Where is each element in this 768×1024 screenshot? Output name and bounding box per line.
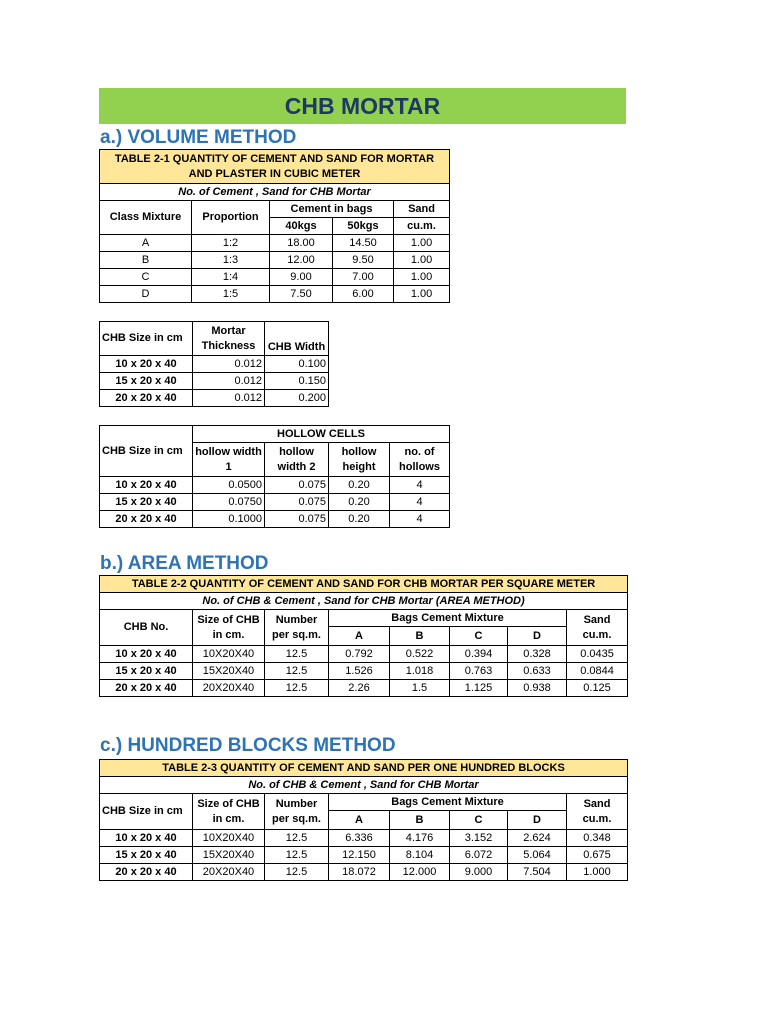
cell: 0.1000 bbox=[193, 511, 265, 528]
cell: 18.072 bbox=[329, 864, 390, 881]
header-hollow-height: hollow height bbox=[329, 443, 390, 477]
cell: 15X20X40 bbox=[193, 847, 265, 864]
cell: 10 x 20 x 40 bbox=[100, 830, 193, 847]
section-heading-volume: a.) VOLUME METHOD bbox=[100, 127, 297, 148]
table-mortar-thickness bbox=[99, 321, 329, 407]
cell: 1.125 bbox=[450, 680, 508, 697]
cell: 4 bbox=[390, 511, 450, 528]
section-heading-area: b.) AREA METHOD bbox=[100, 553, 269, 574]
table-row bbox=[100, 356, 329, 373]
cell: 3.152 bbox=[450, 830, 508, 847]
cell: 20X20X40 bbox=[193, 680, 265, 697]
cell: 1.018 bbox=[390, 663, 450, 680]
cell: 0.20 bbox=[329, 511, 390, 528]
header-sand-cum: Sand cu.m. bbox=[567, 610, 628, 646]
cell: 15 x 20 x 40 bbox=[100, 847, 193, 864]
header-size-of-chb: Size of CHB in cm. bbox=[193, 610, 265, 646]
table-row bbox=[100, 494, 450, 511]
header-class-mixture: Class Mixture bbox=[100, 201, 192, 235]
cell: 8.104 bbox=[390, 847, 450, 864]
header-hollow-width-1: hollow width 1 bbox=[193, 443, 265, 477]
table-2-1 bbox=[99, 149, 450, 303]
cell: 20 x 20 x 40 bbox=[100, 864, 193, 881]
header-cement-in-bags: Cement in bags bbox=[270, 201, 394, 218]
cell: 6.336 bbox=[329, 830, 390, 847]
table-row bbox=[100, 847, 628, 864]
cell: 15 x 20 x 40 bbox=[100, 663, 193, 680]
cell: 6.072 bbox=[450, 847, 508, 864]
header-c: C bbox=[450, 627, 508, 646]
cell: 10X20X40 bbox=[193, 830, 265, 847]
header-hollow-cells: HOLLOW CELLS bbox=[193, 426, 450, 443]
cell: 0.522 bbox=[390, 646, 450, 663]
header-number-per-sqm: Number per sq.m. bbox=[265, 794, 329, 830]
cell: C bbox=[100, 269, 192, 286]
header-chb-size: CHB Size in cm bbox=[100, 426, 193, 477]
cell: 1:2 bbox=[192, 235, 270, 252]
cell: 12.000 bbox=[390, 864, 450, 881]
header-hollow-width-2: hollow width 2 bbox=[265, 443, 329, 477]
cell: 20X20X40 bbox=[193, 864, 265, 881]
cell: 12.5 bbox=[265, 646, 329, 663]
cell: 4.176 bbox=[390, 830, 450, 847]
header-chb-width: CHB Width bbox=[265, 322, 329, 356]
header-d: D bbox=[508, 811, 567, 830]
cell: 12.5 bbox=[265, 847, 329, 864]
header-size-of-chb: Size of CHB in cm. bbox=[193, 794, 265, 830]
table-row bbox=[100, 235, 450, 252]
header-40kgs: 40kgs bbox=[270, 218, 333, 235]
table-row bbox=[100, 646, 628, 663]
cell: 12.150 bbox=[329, 847, 390, 864]
cell: 18.00 bbox=[270, 235, 333, 252]
cell: 0.075 bbox=[265, 511, 329, 528]
cell: 0.075 bbox=[265, 477, 329, 494]
table-row bbox=[100, 511, 450, 528]
table-row bbox=[100, 830, 628, 847]
cell: A bbox=[100, 235, 192, 252]
cell: 14.50 bbox=[333, 235, 394, 252]
cell: 6.00 bbox=[333, 286, 394, 303]
header-c: C bbox=[450, 811, 508, 830]
header-mortar-thickness: Mortar Thickness bbox=[193, 322, 265, 356]
cell: 0.348 bbox=[567, 830, 628, 847]
cell: 1.526 bbox=[329, 663, 390, 680]
cell: 2.26 bbox=[329, 680, 390, 697]
table-title: TABLE 2-2 QUANTITY OF CEMENT AND SAND FOR CHB MORTAR PER SQUARE METER bbox=[100, 576, 628, 593]
cell: 15 x 20 x 40 bbox=[100, 373, 193, 390]
table-row bbox=[100, 864, 628, 881]
cell: 0.0500 bbox=[193, 477, 265, 494]
cell: 1.00 bbox=[394, 269, 450, 286]
cell: 0.100 bbox=[265, 356, 329, 373]
header-sand: Sand bbox=[394, 201, 450, 218]
table-row bbox=[100, 390, 329, 407]
cell: 1.5 bbox=[390, 680, 450, 697]
table-title: TABLE 2-1 QUANTITY OF CEMENT AND SAND FOR MORTAR AND PLASTER IN CUBIC METER bbox=[100, 150, 450, 184]
cell: 0.792 bbox=[329, 646, 390, 663]
cell: B bbox=[100, 252, 192, 269]
cell: 0.200 bbox=[265, 390, 329, 407]
cell: 0.20 bbox=[329, 494, 390, 511]
cell: 0.763 bbox=[450, 663, 508, 680]
table-subtitle: No. of CHB & Cement , Sand for CHB Mortar bbox=[100, 777, 628, 794]
cell: 7.50 bbox=[270, 286, 333, 303]
header-no-of-hollows: no. of hollows bbox=[390, 443, 450, 477]
section-heading-hundred-blocks: c.) HUNDRED BLOCKS METHOD bbox=[100, 735, 396, 756]
cell: 0.012 bbox=[193, 373, 265, 390]
cell: 9.00 bbox=[270, 269, 333, 286]
cell: 20 x 20 x 40 bbox=[100, 680, 193, 697]
table-2-3 bbox=[99, 759, 628, 881]
cell: 0.012 bbox=[193, 390, 265, 407]
cell: 0.633 bbox=[508, 663, 567, 680]
header-b: B bbox=[390, 627, 450, 646]
cell: 2.624 bbox=[508, 830, 567, 847]
cell: 12.5 bbox=[265, 864, 329, 881]
cell: 12.5 bbox=[265, 680, 329, 697]
header-sand-cum: Sand cu.m. bbox=[567, 794, 628, 830]
table-row bbox=[100, 286, 450, 303]
cell: 1.00 bbox=[394, 252, 450, 269]
cell: 0.20 bbox=[329, 477, 390, 494]
table-row bbox=[100, 269, 450, 286]
table-title: TABLE 2-3 QUANTITY OF CEMENT AND SAND PER ONE HUNDRED BLOCKS bbox=[100, 760, 628, 777]
cell: 0.938 bbox=[508, 680, 567, 697]
cell: 1:3 bbox=[192, 252, 270, 269]
header-a: A bbox=[329, 811, 390, 830]
cell: 12.5 bbox=[265, 663, 329, 680]
cell: 1.000 bbox=[567, 864, 628, 881]
cell: 1:4 bbox=[192, 269, 270, 286]
cell: 20 x 20 x 40 bbox=[100, 511, 193, 528]
cell: 0.075 bbox=[265, 494, 329, 511]
header-chb-size: CHB Size in cm bbox=[100, 794, 193, 830]
cell: 4 bbox=[390, 477, 450, 494]
cell: 5.064 bbox=[508, 847, 567, 864]
cell: 10X20X40 bbox=[193, 646, 265, 663]
table-subtitle: No. of Cement , Sand for CHB Mortar bbox=[100, 184, 450, 201]
cell: 0.150 bbox=[265, 373, 329, 390]
header-bags-cement-mixture: Bags Cement Mixture bbox=[329, 610, 567, 627]
cell: 7.00 bbox=[333, 269, 394, 286]
cell: 0.394 bbox=[450, 646, 508, 663]
header-b: B bbox=[390, 811, 450, 830]
cell: 10 x 20 x 40 bbox=[100, 646, 193, 663]
cell: 15X20X40 bbox=[193, 663, 265, 680]
cell: 1.00 bbox=[394, 235, 450, 252]
header-bags-cement-mixture: Bags Cement Mixture bbox=[329, 794, 567, 811]
cell: 12.00 bbox=[270, 252, 333, 269]
cell: 1:5 bbox=[192, 286, 270, 303]
cell: 9.000 bbox=[450, 864, 508, 881]
table-2-2 bbox=[99, 575, 628, 697]
table-row bbox=[100, 373, 329, 390]
header-chb-size: CHB Size in cm bbox=[100, 322, 193, 356]
header-chb-no: CHB No. bbox=[100, 610, 193, 646]
header-a: A bbox=[329, 627, 390, 646]
header-d: D bbox=[508, 627, 567, 646]
cell: 12.5 bbox=[265, 830, 329, 847]
cell: 0.0750 bbox=[193, 494, 265, 511]
header-number-per-sqm: Number per sq.m. bbox=[265, 610, 329, 646]
table-subtitle: No. of CHB & Cement , Sand for CHB Mortar (AREA METHOD) bbox=[100, 593, 628, 610]
cell: 15 x 20 x 40 bbox=[100, 494, 193, 511]
table-hollow-cells bbox=[99, 425, 450, 528]
cell: 10 x 20 x 40 bbox=[100, 356, 193, 373]
header-cum: cu.m. bbox=[394, 218, 450, 235]
cell: 0.012 bbox=[193, 356, 265, 373]
cell: 9.50 bbox=[333, 252, 394, 269]
page-title: CHB MORTAR bbox=[99, 88, 626, 124]
table-row bbox=[100, 663, 628, 680]
cell: 10 x 20 x 40 bbox=[100, 477, 193, 494]
cell: 7.504 bbox=[508, 864, 567, 881]
cell: 0.0435 bbox=[567, 646, 628, 663]
cell: 0.328 bbox=[508, 646, 567, 663]
header-proportion: Proportion bbox=[192, 201, 270, 235]
cell: 1.00 bbox=[394, 286, 450, 303]
cell: D bbox=[100, 286, 192, 303]
cell: 0.125 bbox=[567, 680, 628, 697]
cell: 0.0844 bbox=[567, 663, 628, 680]
header-50kgs: 50kgs bbox=[333, 218, 394, 235]
table-row bbox=[100, 477, 450, 494]
table-row bbox=[100, 252, 450, 269]
cell: 0.675 bbox=[567, 847, 628, 864]
cell: 20 x 20 x 40 bbox=[100, 390, 193, 407]
cell: 4 bbox=[390, 494, 450, 511]
table-row bbox=[100, 680, 628, 697]
